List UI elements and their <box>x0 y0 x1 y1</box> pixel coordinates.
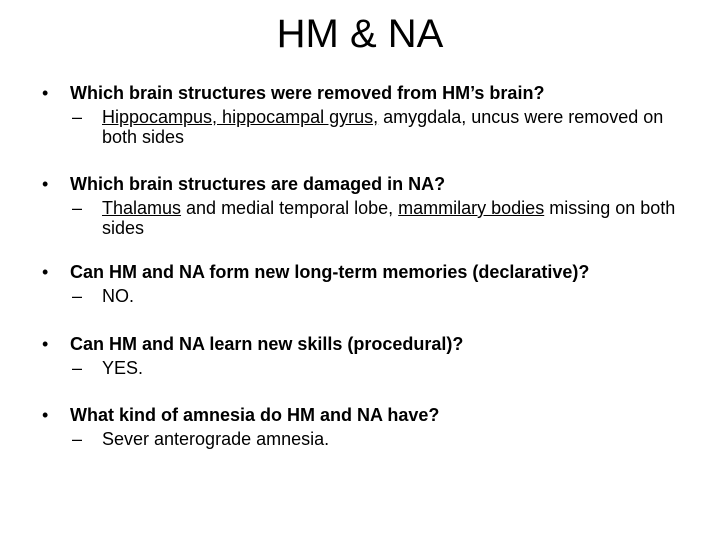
dash-icon: – <box>72 286 83 306</box>
answer-3: NO. <box>102 286 135 306</box>
answer-1-underlined: Hippocampus, hippocampal gyrus, <box>102 107 379 127</box>
question-2: Which brain structures are damaged in NA? <box>70 174 446 194</box>
answer-2-mid: and medial temporal lobe, <box>181 198 399 218</box>
answer-2 <box>102 198 702 238</box>
dash-icon: – <box>72 429 83 449</box>
question-5: What kind of amnesia do HM and NA have? <box>70 405 440 425</box>
bullet-icon: • <box>42 174 49 194</box>
answer-5: Sever anterograde amnesia. <box>102 429 330 449</box>
answer-2-underlined-2: mammilary bodies <box>398 198 545 218</box>
bullet-icon: • <box>42 334 49 354</box>
question-4: Can HM and NA learn new skills (procedural)? <box>70 334 464 354</box>
answer-1-rest: amygdala, uncus were removed on both sides <box>102 107 664 147</box>
bullet-icon: • <box>42 262 49 282</box>
answer-2-underlined-1: Thalamus <box>102 198 182 218</box>
dash-icon: – <box>72 358 83 378</box>
question-3: Can HM and NA form new long-term memories (declarative)? <box>70 262 590 282</box>
answer-2-rest: missing on both sides <box>102 198 676 238</box>
bullet-icon: • <box>42 405 49 425</box>
dash-icon: – <box>72 198 83 218</box>
answer-4: YES. <box>102 358 144 378</box>
question-1: Which brain structures were removed from HM’s brain? <box>70 83 545 103</box>
bullet-icon: • <box>42 83 49 103</box>
slide-title: HM & NA <box>276 12 444 56</box>
answer-1 <box>102 107 702 147</box>
dash-icon: – <box>72 107 83 127</box>
